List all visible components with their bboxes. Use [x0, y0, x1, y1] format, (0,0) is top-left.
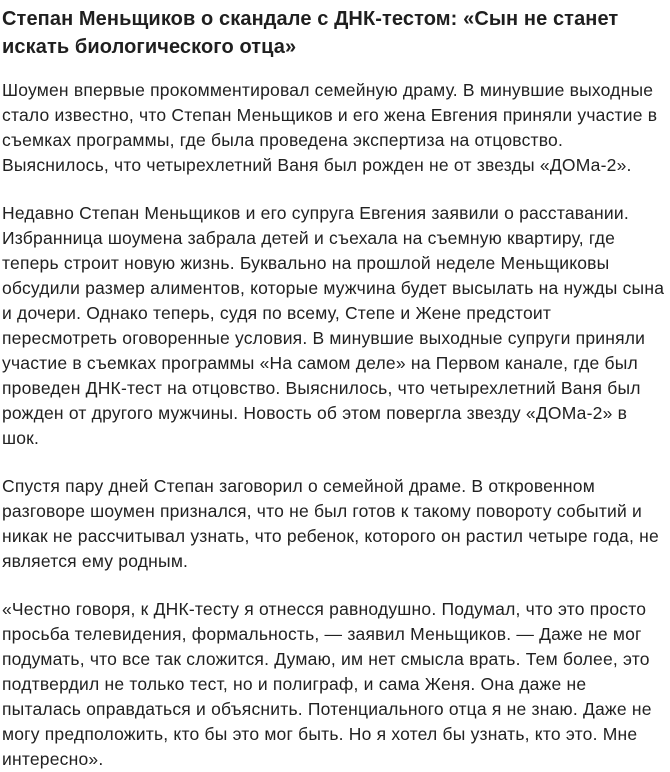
article-headline: Степан Меньщиков о скандале с ДНК-тестом: «Сын не станет искать биологического отца» [2, 8, 619, 58]
article-paragraph-lead: Шоумен впервые прокомментировал семейную драму. В минувшие выходные стало известно, что Степан Меньщиков и его жена Евгения приняли участие в съемках программы, где была проведена экспертиза на отцовство. Выяснилось, что четырехлетний Ваня был рожден не от звезды «ДОМа-2». [2, 80, 658, 175]
news-article [2, 5, 666, 772]
article-paragraph: Спустя пару дней Степан заговорил о семейной драме. В откровенном разговоре шоумен признался, что не был готов к такому повороту событий и никак не рассчитывал узнать, что ребенок, которого он растил четыре года, не является ему родным. [2, 476, 659, 571]
article-paragraph-quote: «Честно говоря, к ДНК-тесту я отнесся равнодушно. Подумал, что это просто просьба телевидения, формальность, — заявил Меньщиков. — Даже не мог подумать, что все так сложится. Думаю, им нет смысла врать. Тем более, это подтвердил не только тест, но и полиграф, и сама Женя. Она даже не пыталась оправдаться и объяснить. Потенциального отца я не знаю. Даже не могу предположить, кто бы это мог быть. Но я хотел бы узнать, кто это. Мне интересно». [2, 599, 652, 769]
article-paragraph: Недавно Степан Меньщиков и его супруга Евгения заявили о расставании. Избранница шоумена забрала детей и съехала на съемную квартиру, где теперь строит новую жизнь. Буквально на прошлой неделе Меньщиковы обсудили размер алиментов, которые мужчина будет высылать на нужды сына и дочери. Однако теперь, судя по всему, Степе и Жене предстоит пересмотреть оговоренные условия. В минувшие выходные супруги приняли участие в съемках программы «На самом деле» на Первом канале, где был проведен ДНК-тест на отцовство. Выяснилось, что четырехлетний Ваня был рожден от другого мужчины. Новость об этом повергла звезду «ДОМа-2» в шок. [2, 203, 665, 448]
